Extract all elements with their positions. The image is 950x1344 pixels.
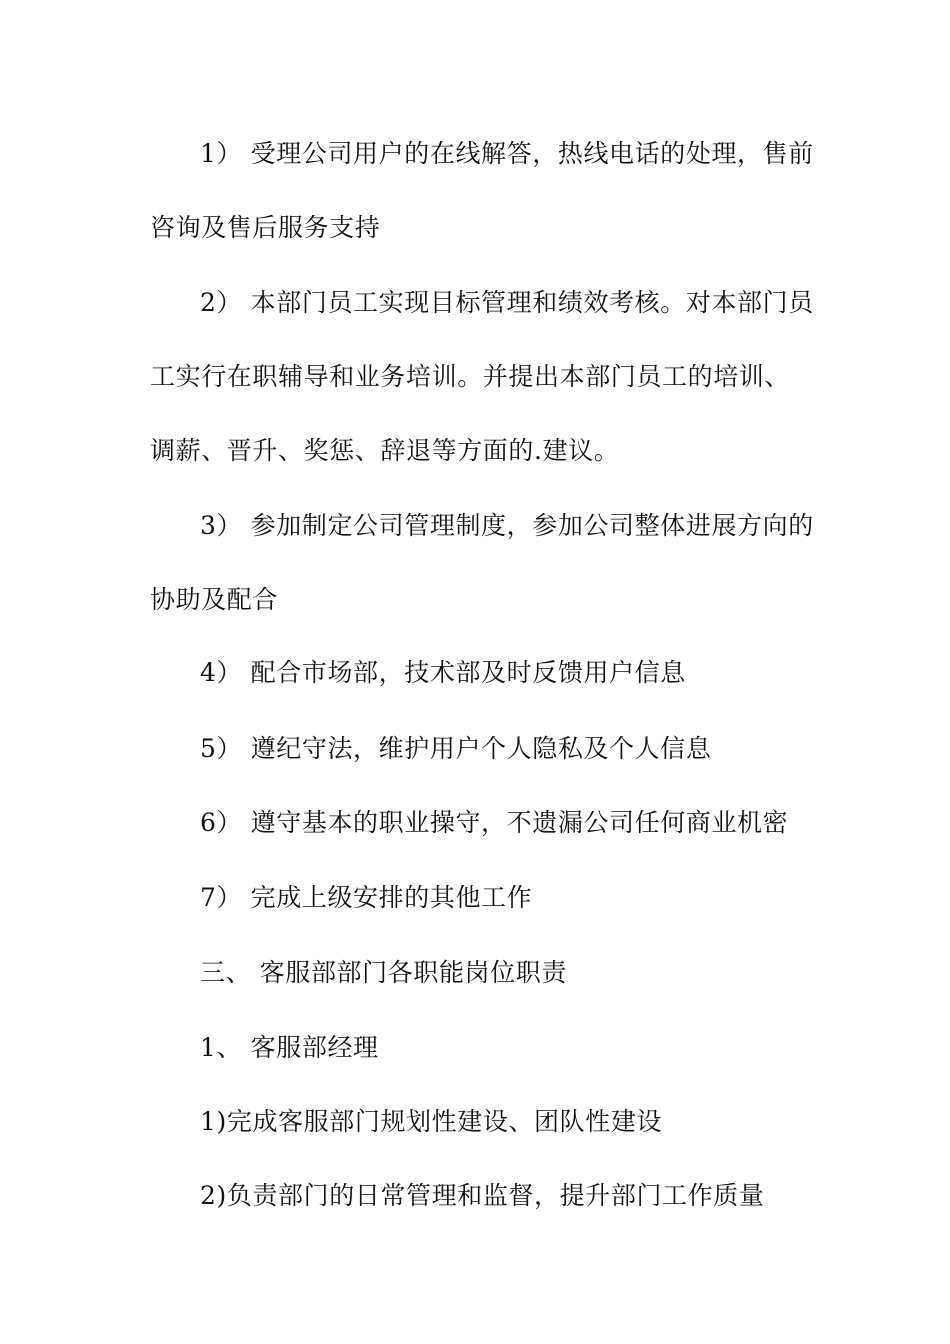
list-item-6: 6） 遵守基本的职业操守，不遗漏公司任何商业机密 [200,808,789,837]
duty-item-1: 1)完成客服部门规划性建设、团队性建设 [200,1107,663,1136]
list-item-2-line-1: 2） 本部门员工实现目标管理和绩效考核。对本部门员 [200,288,814,317]
list-item-1-line-2: 咨询及售后服务支持 [150,213,381,242]
list-item-1-line-1: 1） 受理公司用户的在线解答，热线电话的处理，售前 [200,139,814,168]
list-item-2-line-3: 调薪、晋升、奖惩、辞退等方面的.建议。 [150,436,620,465]
subsection-heading-1: 1、 客服部经理 [200,1033,379,1062]
list-item-4: 4） 配合市场部，技术部及时反馈用户信息 [200,658,686,687]
list-item-2-line-2: 工实行在职辅导和业务培训。并提出本部门员工的培训、 [150,362,791,391]
section-heading-3: 三、 客服部部门各职能岗位职责 [200,958,567,987]
list-item-3-line-2: 协助及配合 [150,585,279,614]
duty-item-2: 2)负责部门的日常管理和监督，提升部门工作质量 [200,1181,765,1210]
list-item-3-line-1: 3） 参加制定公司管理制度，参加公司整体进展方向的 [200,511,814,540]
list-item-5: 5） 遵纪守法，维护用户个人隐私及个人信息 [200,734,712,763]
list-item-7: 7） 完成上级安排的其他工作 [200,883,533,912]
